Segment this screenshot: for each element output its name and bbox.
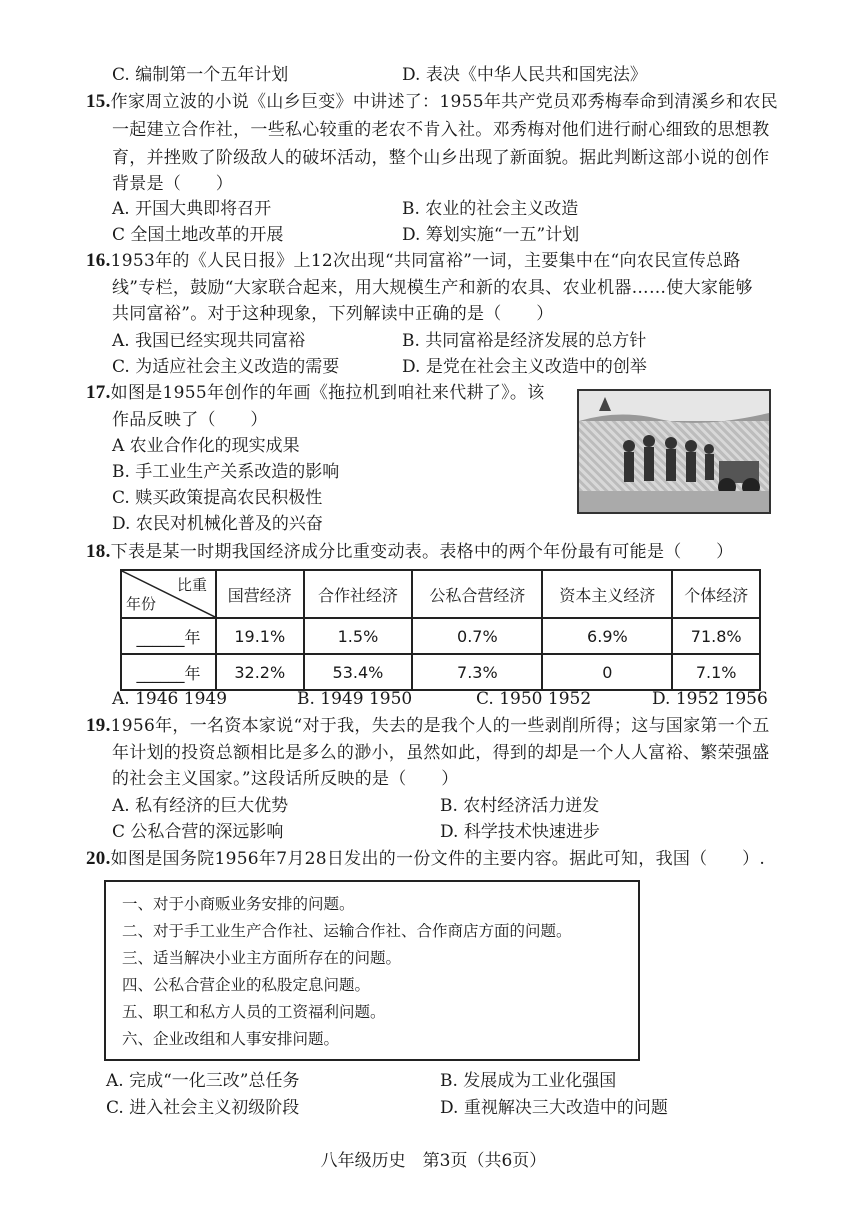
table-cell: 53.4% (304, 654, 413, 690)
table-year-cell: ______年 (121, 654, 216, 690)
q15-line-3: 育，并挫败了阶级敌人的破坏活动，整个山乡出现了新面貌。据此判断这部小说的创作 (112, 148, 770, 168)
q19 (86, 714, 770, 738)
table-row (121, 654, 760, 690)
q17-option-c: C. 赎买政策提高农民积极性 (112, 488, 323, 508)
question-number: 19. (86, 715, 111, 736)
q19-option-c: C 公私合营的深远影响 (112, 822, 284, 842)
doc-item: 六、企业改组和人事安排问题。 (122, 1030, 340, 1048)
q15-line-1: 作家周立波的小说《山乡巨变》中讲述了：1955年共产党员邓秀梅奉命到清溪乡和农民 (110, 92, 778, 112)
q20-option-b: B. 发展成为工业化强国 (440, 1071, 617, 1091)
economy-table (120, 569, 761, 691)
q14-option-c: C. 编制第一个五年计划 (112, 65, 289, 85)
q20-option-a: A. 完成“一化三改”总任务 (106, 1071, 300, 1091)
q18-option-d: D. 1952 1956 (652, 689, 768, 709)
table-cell: 0 (542, 654, 672, 690)
table-header: 合作社经济 (304, 570, 413, 618)
q20 (86, 847, 765, 871)
table-header-row (121, 570, 760, 618)
q16-option-a: A. 我国已经实现共同富裕 (112, 331, 306, 351)
new-year-painting-image (577, 389, 771, 514)
doc-item: 五、职工和私方人员的工资福利问题。 (122, 1003, 386, 1021)
q15-line-4: 背景是（ ） (112, 174, 234, 194)
table-corner-cell (121, 570, 216, 618)
q15-option-a: A. 开国大典即将召开 (112, 199, 272, 219)
q18 (86, 540, 733, 564)
q16-line-2: 线”专栏，鼓励“大家联合起来，用大规模生产和新的农具、农业机器……使大家能够 (112, 278, 753, 298)
painting-illustration (579, 391, 769, 512)
state-council-document-box (104, 880, 640, 1061)
q20-option-d: D. 重视解决三大改造中的问题 (440, 1098, 668, 1118)
q17-line-1: 如图是1955年创作的年画《拖拉机到咱社来代耕了》。该 (110, 383, 545, 403)
table-header: 资本主义经济 (542, 570, 672, 618)
table-cell: 0.7% (412, 618, 542, 654)
q17-line-2: 作品反映了（ ） (112, 410, 268, 430)
q19-option-b: B. 农村经济活力迸发 (440, 796, 600, 816)
q15-option-c: C 全国土地改革的开展 (112, 225, 284, 245)
table-cell: 1.5% (304, 618, 413, 654)
table-cell: 19.1% (216, 618, 304, 654)
table-header: 个体经济 (672, 570, 760, 618)
q16-option-c: C. 为适应社会主义改造的需要 (112, 357, 340, 377)
q19-option-a: A. 私有经济的巨大优势 (112, 796, 289, 816)
q15-line-2: 一起建立合作社，一些私心较重的老农不肯入社。邓秀梅对他们进行耐心细致的思想教 (112, 120, 770, 140)
question-number: 17. (86, 382, 111, 403)
q16-line-1: 1953年的《人民日报》上12次出现“共同富裕”一词，主要集中在“向农民宣传总路 (110, 251, 741, 271)
q19-line-1: 1956年，一名资本家说“对于我，失去的是我个人的一些剥削所得；这与国家第一个五 (110, 716, 770, 736)
q17-option-b: B. 手工业生产关系改造的影响 (112, 462, 340, 482)
table-cell: 7.3% (412, 654, 542, 690)
q20-line: 如图是国务院1956年7月28日发出的一份文件的主要内容。据此可知，我国（ ）. (110, 849, 766, 869)
q19-line-2: 年计划的投资总额相比是多么的渺小，虽然如此，得到的却是一个人人富裕、繁荣强盛 (112, 743, 770, 763)
q19-option-d: D. 科学技术快速进步 (440, 822, 600, 842)
doc-item: 三、适当解决小业主方面所存在的问题。 (122, 949, 402, 967)
q18-option-b: B. 1949 1950 (297, 689, 413, 709)
q15-option-b: B. 农业的社会主义改造 (402, 199, 579, 219)
page-footer: 八年级历史 第3页（共6页） (320, 1151, 547, 1171)
question-number: 18. (86, 541, 111, 562)
table-year-cell: ______年 (121, 618, 216, 654)
q17-option-d: D. 农民对机械化普及的兴奋 (112, 514, 323, 534)
question-number: 15. (86, 91, 111, 112)
doc-item: 二、对于手工业生产合作社、运输合作社、合作商店方面的问题。 (122, 922, 572, 940)
corner-label-ratio: 比重 (176, 576, 207, 594)
q17 (86, 381, 545, 405)
doc-item: 一、对于小商贩业务安排的问题。 (122, 895, 355, 913)
q16-option-b: B. 共同富裕是经济发展的总方针 (402, 331, 647, 351)
q18-option-a: A. 1946 1949 (112, 689, 228, 709)
q16-option-d: D. 是党在社会主义改造中的创举 (402, 357, 647, 377)
q17-option-a: A 农业合作化的现实成果 (112, 436, 300, 456)
q16 (86, 249, 741, 273)
table-cell: 7.1% (672, 654, 760, 690)
table-row (121, 618, 760, 654)
q18-option-c: C. 1950 1952 (476, 689, 592, 709)
q15-option-d: D. 筹划实施“一五”计划 (402, 225, 580, 245)
q18-line: 下表是某一时期我国经济成分比重变动表。表格中的两个年份最有可能是（ ） (110, 542, 734, 562)
q19-line-3: 的社会主义国家。”这段话所反映的是（ ） (112, 769, 459, 789)
table-cell: 6.9% (542, 618, 672, 654)
table-header: 国营经济 (216, 570, 304, 618)
corner-label-year: 年份 (126, 595, 157, 613)
table-cell: 71.8% (672, 618, 760, 654)
question-number: 16. (86, 250, 111, 271)
table-header: 公私合营经济 (412, 570, 542, 618)
q14-option-d: D. 表决《中华人民共和国宪法》 (402, 65, 647, 85)
doc-item: 四、公私合营企业的私股定息问题。 (122, 976, 371, 994)
table-cell: 32.2% (216, 654, 304, 690)
q16-line-3: 共同富裕”。对于这种现象，下列解读中正确的是（ ） (112, 304, 554, 324)
q15 (86, 90, 778, 114)
q20-option-c: C. 进入社会主义初级阶段 (106, 1098, 300, 1118)
question-number: 20. (86, 848, 111, 869)
